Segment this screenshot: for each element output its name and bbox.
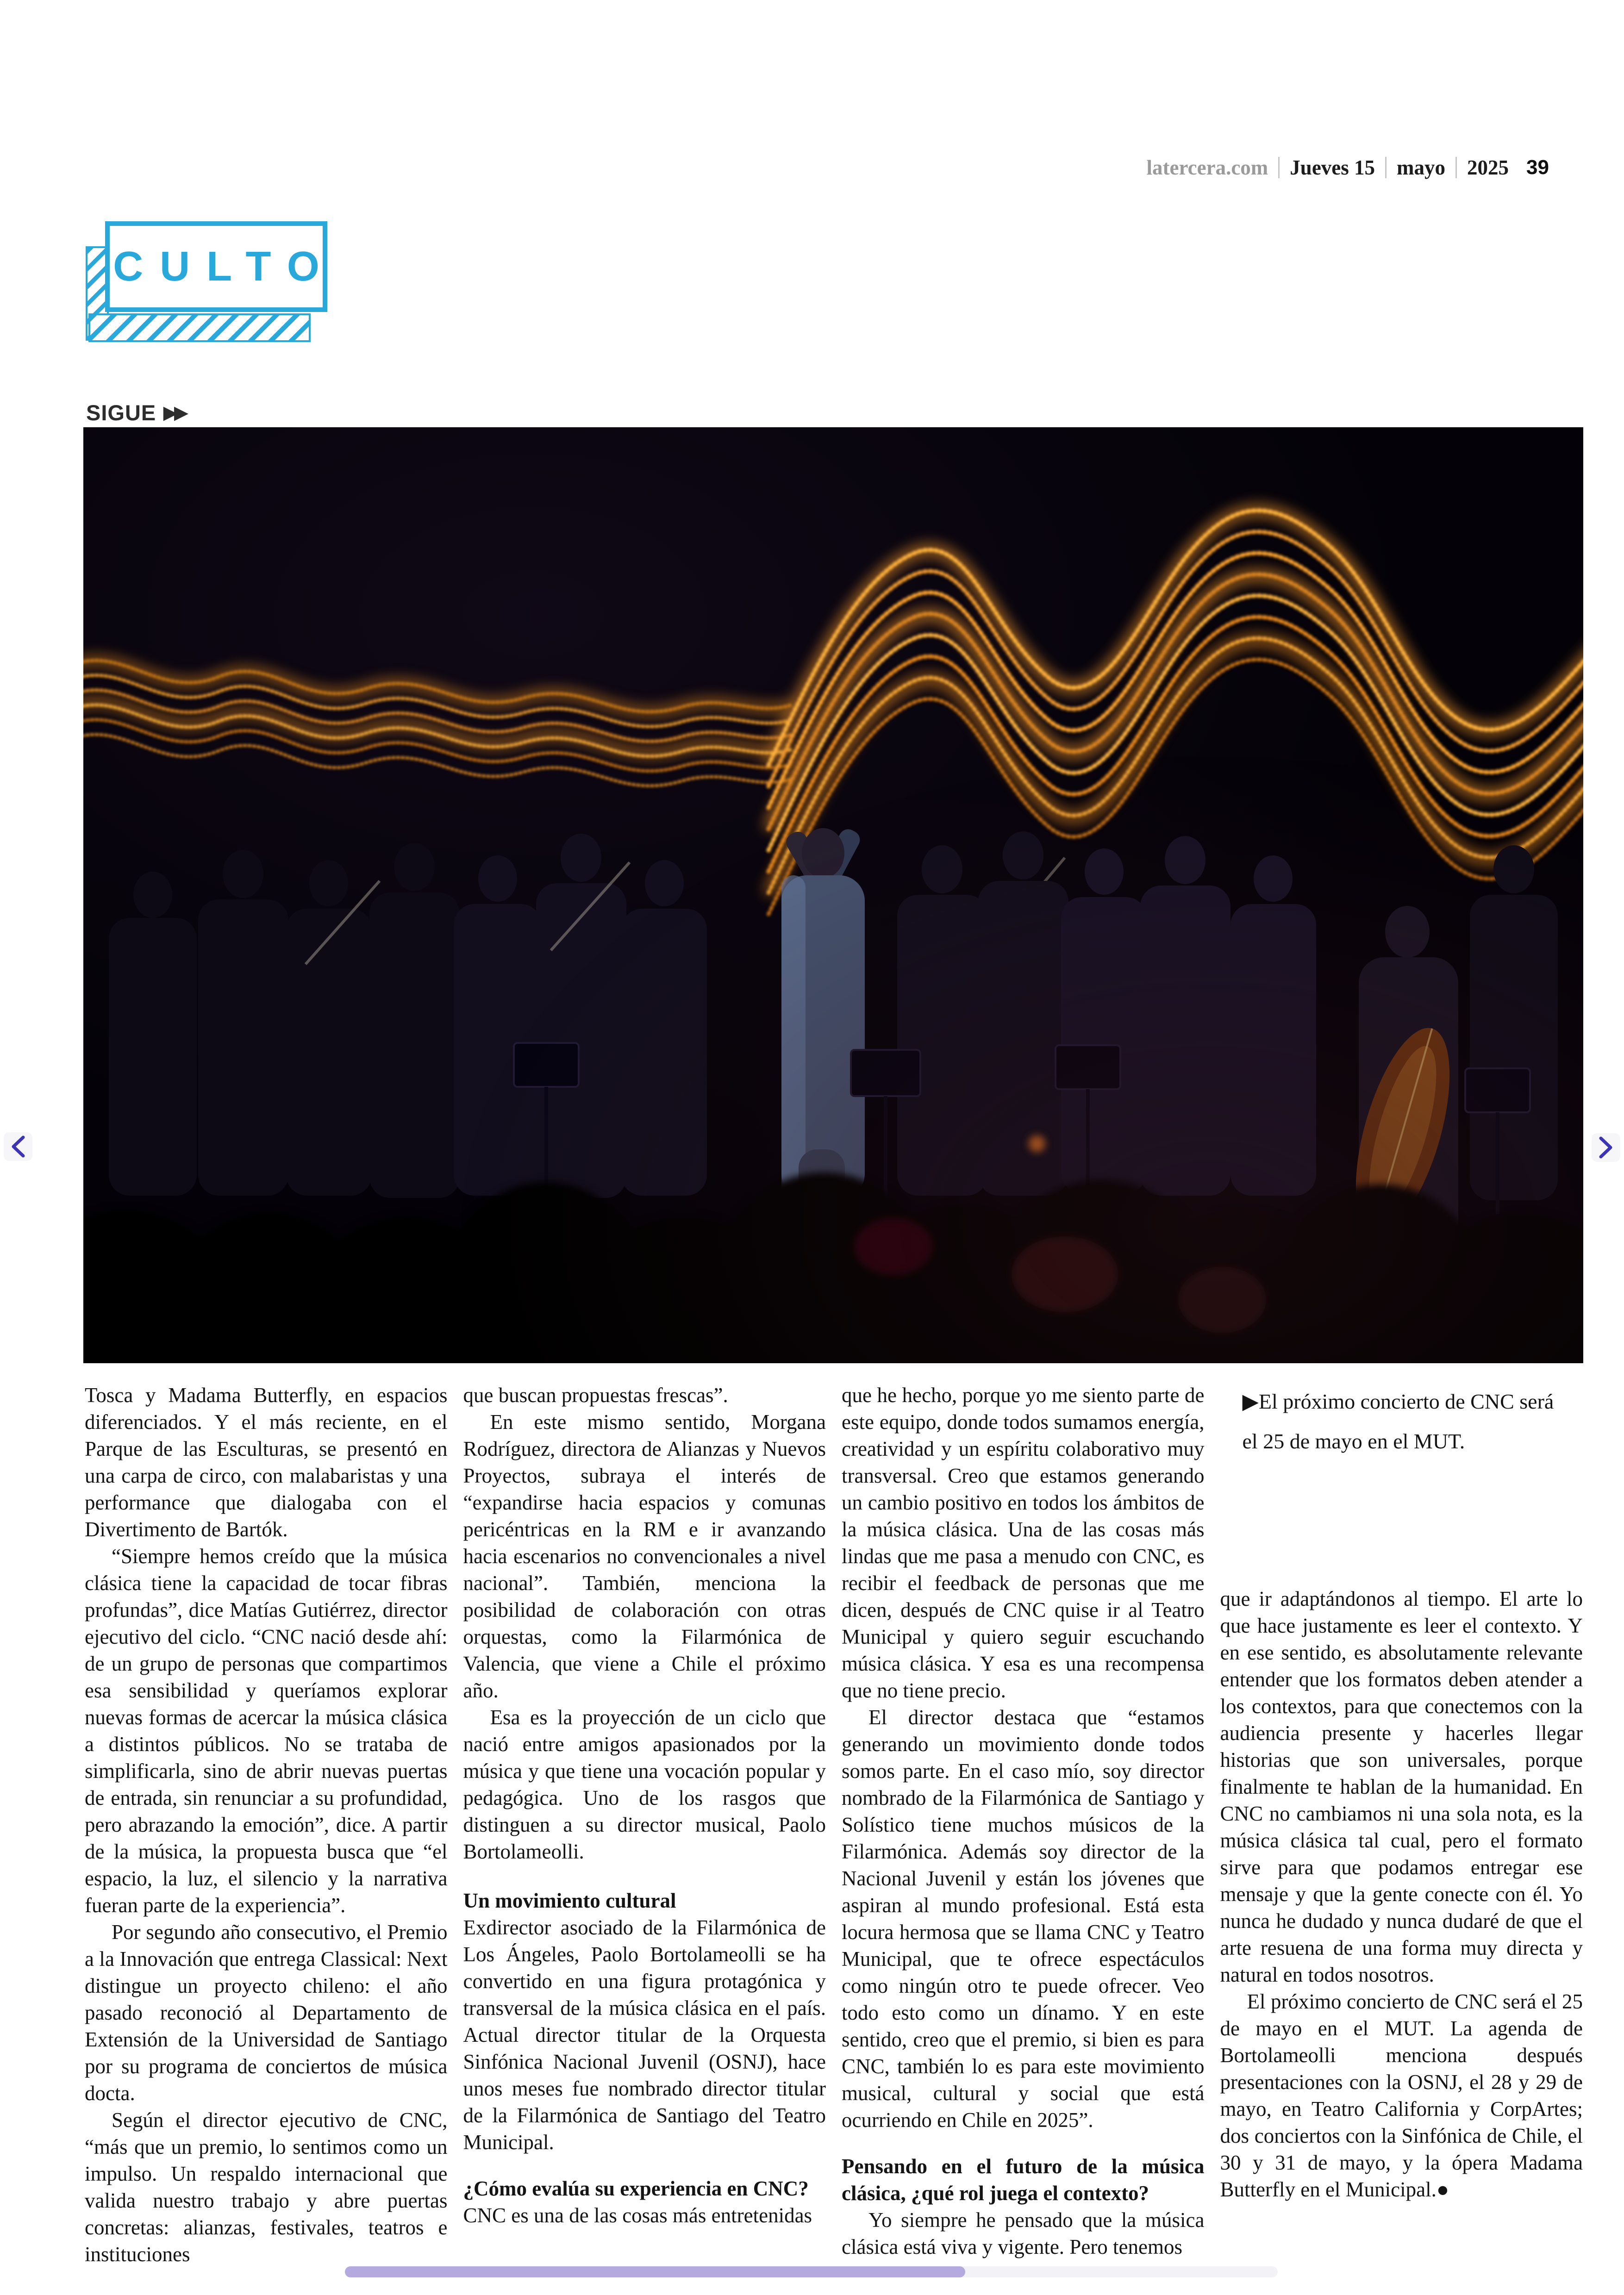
chevron-left-icon	[10, 1135, 26, 1158]
horizontal-scrollbar-track[interactable]	[345, 2266, 1278, 2277]
header-date-month: mayo	[1397, 156, 1446, 179]
article-column-4	[1220, 1382, 1583, 2268]
article-paragraph: Yo siempre he pensado que la música clásica está viva y vigente. Pero tenemos	[842, 2208, 1205, 2258]
article-column-2	[463, 1382, 826, 2268]
prev-page-button[interactable]	[4, 1132, 32, 1161]
culto-section-logo	[86, 221, 350, 344]
article-paragraph: “Siempre hemos creído que la música clásica tiene la capacidad de tocar fibras profundas”, dice Matías Gutiérrez, director ejecutivo del ciclo. “CNC nació desde ahí: de un grupo de personas que compartimos esa sensibilidad y queríamos explorar nuevas formas de acercar la música clásica a distintos públicos. No se trataba de simplificarla, sino de abrir nuevas puertas de entrada, sin renunciar a su profundidad, pero abrazando la emoción”, dice. A partir de la música, la propuesta busca que “el espacio, la luz, el silencio y la narrativa fueran parte de la experiencia”.	[85, 1545, 448, 1917]
article-paragraph: Por segundo año consecutivo, el Premio a la Innovación que entrega Classical: Next distingue un proyecto chileno: el año pasado reconoció al Departamento de Extensión de la Universidad de Santiago por su programa de conciertos de música docta.	[85, 1921, 448, 2105]
article-paragraph: El próximo concierto de CNC será el 25 de mayo en el MUT. La agenda de Bortolameolli menciona después presentaciones con la OSNJ, el 28 y 29 de mayo, en Teatro California y CorpArtes; dos conciertos con la Sinfónica de Chile, el 30 y 31 de mayo, y la ópera Madama Butterfly en el Municipal.●	[1220, 1990, 1583, 2201]
article-paragraph: que he hecho, porque yo me siento parte de este equipo, donde todos sumamos energía, creatividad y un espíritu colaborativo muy transversal. Creo que estamos generando un cambio positivo en todos los ámbitos de la música clásica. Una de las cosas más lindas que me pasa a menudo con CNC, es recibir el feedback de personas que me dicen, después de CNC quise ir al Teatro Municipal y quiero seguir escuchando música clásica. Y esa es una recompensa que no tiene precio.	[842, 1384, 1205, 1702]
header-date-year: 2025	[1467, 156, 1509, 179]
article-standfirst: ▶El próximo concierto de CNC será el 25 de mayo en el MUT.	[1242, 1390, 1554, 1453]
header-meta	[1147, 156, 1549, 180]
article-subhead: Un movimiento cultural	[463, 1889, 676, 1912]
article-column-3	[842, 1382, 1205, 2268]
article-paragraph: En este mismo sentido, Morgana Rodríguez, directora de Alianzas y Nuevos Proyectos, subraya el interés de “expandirse hacia espacios y comunas pericéntricas en la RM e ir avanzando hacia escenarios no convencionales a nivel nacional”. También, menciona la posibilidad de colaboración con otras orquestas, como la Filarmónica de Valencia, que viene a Chile el próximo año.	[463, 1410, 826, 1702]
concert-photo	[83, 427, 1583, 1363]
horizontal-scrollbar-thumb[interactable]	[345, 2266, 965, 2277]
header-separator	[1455, 157, 1457, 178]
header-date-day: Jueves 15	[1290, 156, 1375, 179]
continuation-marker	[86, 400, 185, 425]
article-paragraph: Esa es la proyección de un ciclo que nació entre amigos apasionados por la música y que tiene una vocación popular y pedagógica. Uno de los rasgos que distinguen a su director musical, Paolo Bortolameolli.	[463, 1706, 826, 1863]
article-paragraph: CNC es una de las cosas más entretenidas	[463, 2204, 812, 2227]
page-number: 39	[1526, 156, 1549, 179]
article-paragraph: Exdirector asociado de la Filarmónica de Los Ángeles, Paolo Bortolameolli se ha convertido en una figura protagónica y transversal de la música clásica en el país. Actual director titular de la Orquesta Sinfónica Nacional Juvenil (OSNJ), hace unos meses fue nombrado director titular de la Filarmónica de Santiago del Teatro Municipal.	[463, 1916, 826, 2154]
chevron-right-icon	[1598, 1136, 1614, 1159]
article-question: ¿Cómo evalúa su experiencia en CNC?	[463, 2177, 809, 2200]
continuation-label: SIGUE	[86, 400, 156, 425]
logo-text: CULTO	[113, 243, 336, 290]
site-name: latercera.com	[1146, 156, 1268, 179]
article-paragraph: Según el director ejecutivo de CNC, “más que un premio, lo sentimos como un impulso. Un respaldo internacional que valida nuestro trabajo y abre puertas concretas: alianzas, festivales, teatros e instituciones	[85, 2108, 448, 2266]
header-separator	[1385, 157, 1387, 178]
header-separator	[1278, 157, 1280, 178]
next-page-button[interactable]	[1592, 1133, 1620, 1162]
article-columns	[85, 1382, 1583, 2268]
concert-photo-graphic	[83, 427, 1583, 1363]
logo-box	[105, 221, 336, 312]
article-question: Pensando en el futuro de la música clásica, ¿qué rol juega el contexto?	[842, 2155, 1205, 2205]
article-paragraph: que ir adaptándonos al tiempo. El arte lo que hace justamente es leer el contexto. Y en ese sentido, es absolutamente relevante entender que los formatos deben atender a los contextos, para que conectemos con la audiencia presente y hacerles llegar historias que son universales, porque finalmente te hablan de la humanidad. En CNC no cambiamos ni una sola nota, es la música clásica tal cual, pero el formato sirve para que podamos entregar ese mensaje y que la gente conecte con él. Yo nunca he dudado y nunca dudaré de que el arte resuena de una forma muy directa y natural en todos nosotros.	[1220, 1587, 1583, 1986]
article-column-1	[85, 1382, 448, 2268]
forward-arrows-icon: ▶▶	[163, 403, 185, 423]
article-paragraph: El director destaca que “estamos generando un movimiento donde todos somos parte. En el caso mío, soy director nombrado de la Filarmónica de Santiago y Solístico tiene muchos músicos de la Filarmónica. Además soy director de la Nacional Juvenil y están los jóvenes que aspiran al mundo profesional. Está esta locura hermosa que se llama CNC y Teatro Municipal, que te ofrece espectáculos como ningún otro te puede ofrecer. Veo todo esto como un dínamo. Y en este sentido, creo que el premio, si bien es para CNC, también lo es para este movimiento musical, cultural y social que está ocurriendo en Chile en 2025”.	[842, 1706, 1205, 2132]
article-paragraph: Tosca y Madama Butterfly, en espacios diferenciados. Y el más reciente, en el Parque de las Esculturas, se presentó en una carpa de circo, con malabaristas y una performance que dialogaba con el Divertimento de Bartók.	[85, 1384, 448, 1541]
logo-hatch-bottom	[88, 313, 311, 342]
article-paragraph: que buscan propuestas frescas”.	[463, 1384, 728, 1407]
